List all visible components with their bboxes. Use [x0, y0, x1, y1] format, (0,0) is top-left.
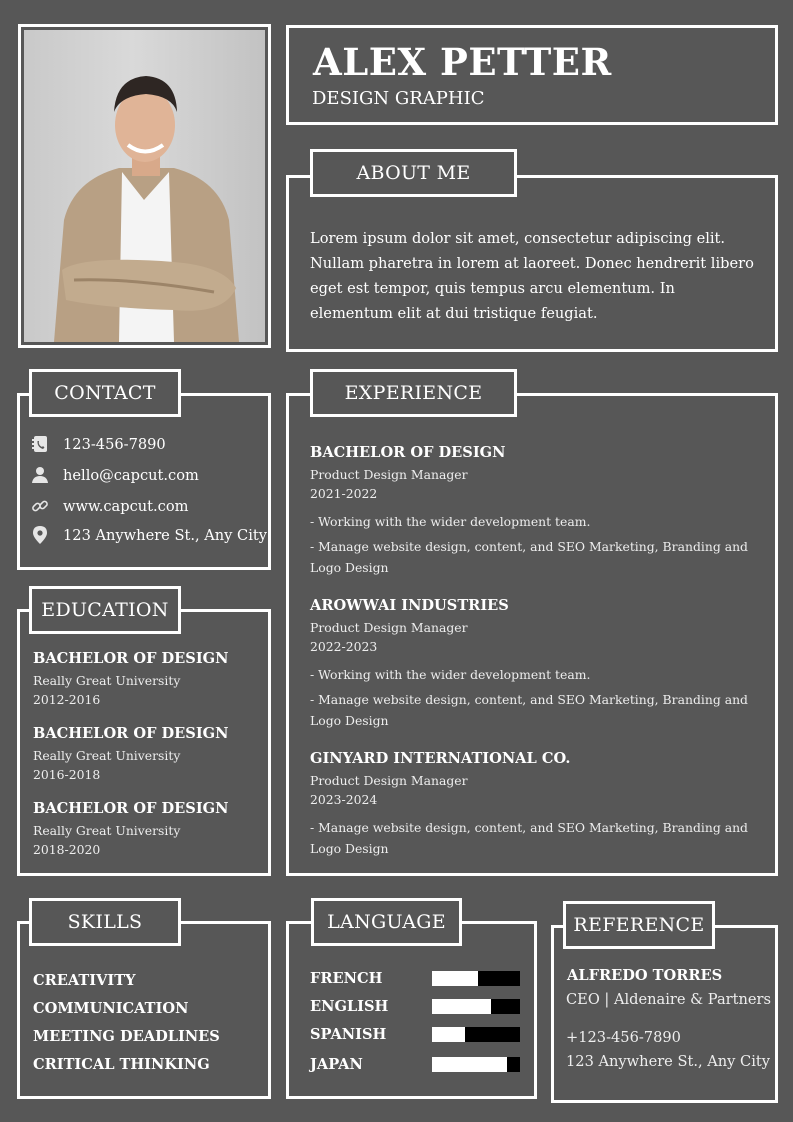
language-level-fill — [432, 1027, 465, 1042]
experience-bullet: - Manage website design, content, and SEO Marketing, Branding and — [310, 820, 748, 835]
experience-item — [310, 750, 760, 859]
experience-years: 2021-2022 — [310, 486, 378, 501]
experience-item — [310, 444, 760, 578]
experience-bullet: Logo Design — [310, 560, 389, 575]
experience-title: AROWWAI INDUSTRIES — [310, 597, 509, 614]
language-level-fill — [432, 1057, 507, 1072]
experience-years: 2023-2024 — [310, 792, 378, 807]
experience-item — [310, 597, 760, 731]
education-item — [33, 650, 265, 707]
job-title: DESIGN GRAPHIC — [312, 88, 485, 109]
education-school: Really Great University — [33, 823, 181, 838]
person-name: ALEX PETTER — [313, 40, 612, 84]
education-degree: BACHELOR OF DESIGN — [33, 800, 229, 817]
link-icon — [30, 496, 50, 516]
experience-role: Product Design Manager — [310, 620, 468, 635]
reference-phone[interactable]: +123-456-7890 — [566, 1029, 681, 1046]
reference-address: 123 Anywhere St., Any City — [566, 1053, 770, 1070]
language-heading: LANGUAGE — [311, 898, 462, 946]
skills-heading: SKILLS — [29, 898, 181, 946]
about-line: elementum elit at dui tristique feugiat. — [310, 305, 598, 322]
education-degree: BACHELOR OF DESIGN — [33, 725, 229, 742]
experience-bullet: Logo Design — [310, 713, 389, 728]
contact-website — [30, 496, 188, 516]
skill-item: COMMUNICATION — [33, 1000, 189, 1017]
experience-title: BACHELOR OF DESIGN — [310, 444, 506, 461]
phone-book-icon — [30, 434, 50, 454]
education-years: 2016-2018 — [33, 767, 101, 782]
language-level-bar — [432, 1027, 520, 1042]
language-level-bar — [432, 999, 520, 1014]
language-name: FRENCH — [310, 970, 383, 987]
skill-item: CREATIVITY — [33, 972, 136, 989]
experience-bullet: - Manage website design, content, and SEO Marketing, Branding and — [310, 692, 748, 707]
language-row — [310, 1056, 522, 1074]
experience-bullet: - Manage website design, content, and SEO Marketing, Branding and — [310, 539, 748, 554]
about-text — [310, 226, 760, 326]
reference-company: CEO | Aldenaire & Partners — [566, 991, 772, 1008]
language-row — [310, 1026, 522, 1044]
contact-heading: CONTACT — [29, 369, 181, 417]
contact-address — [30, 525, 267, 545]
about-heading: ABOUT ME — [310, 149, 517, 197]
language-name: SPANISH — [310, 1026, 387, 1043]
skill-item: CRITICAL THINKING — [33, 1056, 210, 1073]
experience-role: Product Design Manager — [310, 773, 468, 788]
experience-title: GINYARD INTERNATIONAL CO. — [310, 750, 571, 767]
location-pin-icon — [30, 525, 50, 545]
profile-photo-frame — [18, 24, 271, 348]
education-heading: EDUCATION — [29, 586, 181, 634]
education-years: 2012-2016 — [33, 692, 101, 707]
about-line: Lorem ipsum dolor sit amet, consectetur adipiscing elit. — [310, 230, 726, 247]
experience-bullet: - Working with the wider development team. — [310, 667, 591, 682]
education-item — [33, 725, 265, 782]
language-level-bar — [432, 1057, 520, 1072]
reference-name: ALFREDO TORRES — [567, 967, 723, 984]
contact-address-text: 123 Anywhere St., Any City — [63, 526, 267, 544]
education-degree: BACHELOR OF DESIGN — [33, 650, 229, 667]
experience-bullet: - Working with the wider development team. — [310, 514, 591, 529]
language-row — [310, 970, 522, 988]
reference-panel — [551, 925, 778, 1103]
portrait-illustration — [24, 30, 265, 342]
language-name: ENGLISH — [310, 998, 389, 1015]
about-line: Nullam pharetra in lorem at laoreet. Donec hendrerit libero — [310, 255, 754, 272]
contact-website-text[interactable]: www.capcut.com — [63, 497, 189, 515]
education-school: Really Great University — [33, 673, 181, 688]
experience-heading: EXPERIENCE — [310, 369, 517, 417]
reference-heading: REFERENCE — [563, 901, 715, 949]
experience-years: 2022-2023 — [310, 639, 378, 654]
contact-phone-text[interactable]: 123-456-7890 — [63, 435, 166, 453]
experience-role: Product Design Manager — [310, 467, 468, 482]
profile-photo — [24, 30, 265, 342]
education-school: Really Great University — [33, 748, 181, 763]
person-icon — [30, 465, 50, 485]
language-row — [310, 998, 522, 1016]
education-years: 2018-2020 — [33, 842, 101, 857]
about-line: eget est tempor, quis tempus arcu elementum. In — [310, 280, 675, 297]
language-level-fill — [432, 999, 491, 1014]
contact-email-text[interactable]: hello@capcut.com — [63, 466, 199, 484]
education-item — [33, 800, 265, 857]
skill-item: MEETING DEADLINES — [33, 1028, 220, 1045]
contact-phone — [30, 434, 166, 454]
language-level-fill — [432, 971, 478, 986]
experience-bullet: Logo Design — [310, 841, 389, 856]
language-name: JAPAN — [310, 1056, 363, 1073]
contact-email — [30, 465, 199, 485]
language-level-bar — [432, 971, 520, 986]
